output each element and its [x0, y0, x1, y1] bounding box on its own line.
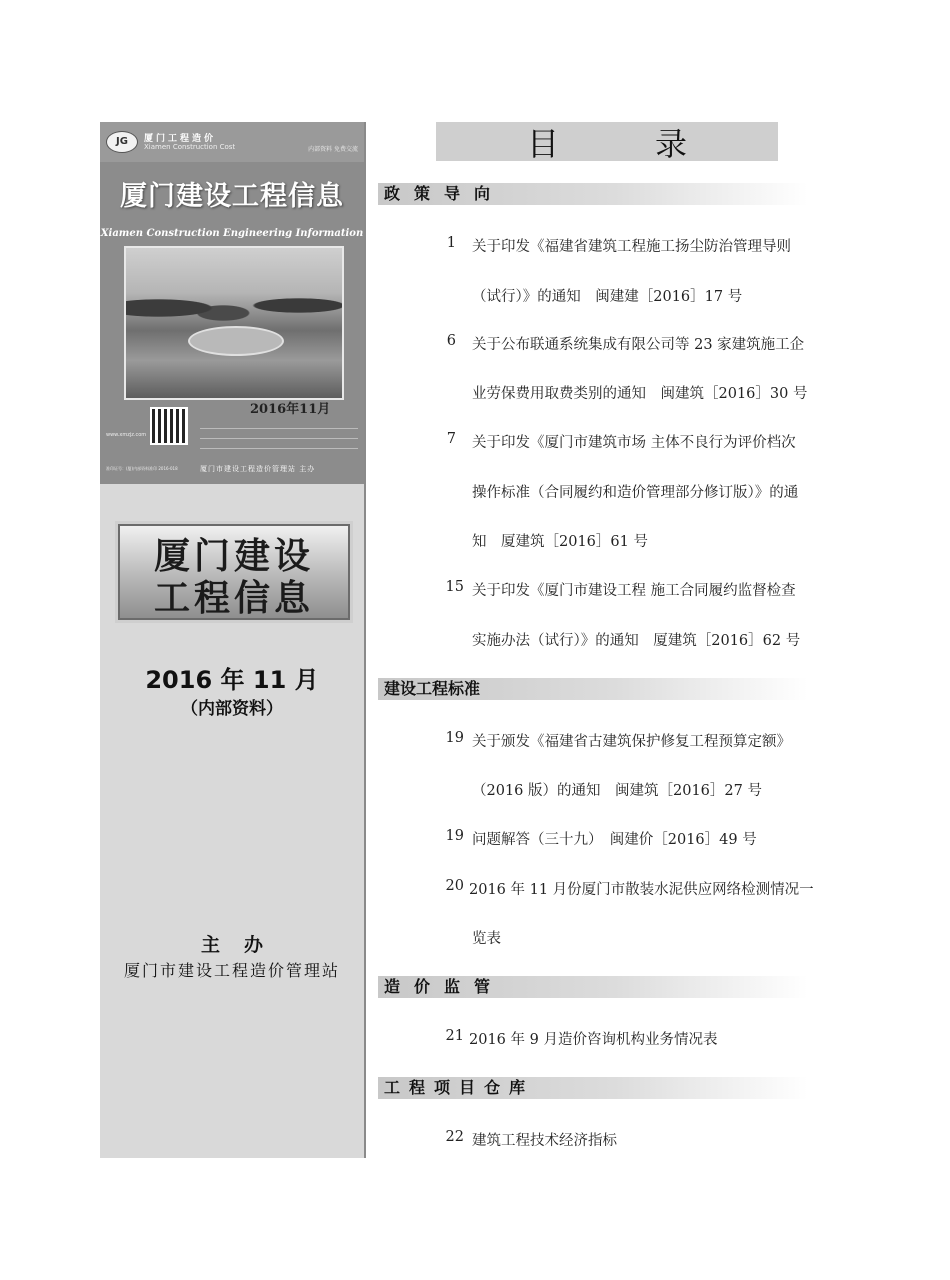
publisher-logo: JG	[106, 131, 138, 153]
toc-entry-line[interactable]: 关于公布联通系统集成有限公司等 23 家建筑施工企	[472, 337, 805, 353]
toc-entry-page: 6	[446, 333, 456, 349]
section-header-project-warehouse: 工程项目仓库	[378, 1077, 808, 1099]
toc-entry-line[interactable]: 关于印发《福建省建筑工程施工扬尘防治管理导则	[472, 239, 791, 255]
issue-note: （内部资料）	[181, 699, 283, 719]
toc-title-left: 目	[526, 124, 559, 163]
host-label: 主办	[200, 934, 287, 956]
cover-subtitle: Xiamen Construction Engineering Information	[100, 228, 364, 239]
section-header-cost-supervision: 造价监管	[378, 976, 808, 998]
cover-date: 2016年11月	[250, 402, 331, 417]
toc-title	[436, 122, 778, 161]
publisher-name-en: Xiamen Construction Cost	[144, 143, 236, 151]
cover-footer: 厦门市建设工程造价管理站 主办	[200, 465, 316, 473]
cover-top-bar	[100, 122, 364, 162]
toc-entry-line[interactable]: 关于颁发《福建省古建筑保护修复工程预算定额》	[472, 734, 791, 750]
magazine-cover	[100, 122, 364, 484]
cover-website: www.xmzjz.com	[106, 432, 147, 438]
toc-entry-line[interactable]: 览表	[472, 931, 501, 947]
toc-entry-page: 1	[446, 235, 456, 251]
toc-entry-page: 19	[445, 828, 464, 844]
toc-entry-page: 21	[445, 1028, 464, 1044]
toc-entry-line[interactable]: 业劳保费用取费类别的通知 闽建筑［2016］30 号	[472, 386, 808, 402]
toc-entry-line[interactable]: 关于印发《厦门市建设工程 施工合同履约监督检查	[472, 583, 796, 599]
toc-entry-line[interactable]: 2016 年 9 月造价咨询机构业务情况表	[469, 1032, 718, 1048]
cover-tag: 内部资料 免费交流	[308, 146, 358, 153]
toc-entry-page: 19	[445, 730, 464, 746]
toc-entry-line[interactable]: （试行）》的通知 闽建建［2016］17 号	[472, 289, 743, 305]
toc-entry-line[interactable]: 问题解答（三十九） 闽建价［2016］49 号	[472, 832, 757, 848]
toc-entry-line[interactable]: 关于印发《厦门市建筑市场 主体不良行为评价档次	[472, 435, 796, 451]
cover-contents-lines	[200, 422, 358, 452]
toc-entry-page: 15	[445, 579, 464, 595]
calligraphy-line-1: 厦门建设	[153, 535, 314, 577]
photo-trees	[126, 278, 342, 328]
left-column	[100, 122, 366, 1158]
toc-entry-page: 20	[445, 878, 464, 894]
issue-date: 2016 年 11 月	[145, 666, 319, 694]
section-header-standards: 建设工程标准	[378, 678, 808, 700]
toc-entry-line[interactable]: 实施办法（试行）》的通知 厦建筑［2016］62 号	[472, 633, 801, 649]
toc-entry-page: 7	[446, 431, 456, 447]
toc-entry-line[interactable]: （2016 版）的通知 闽建筑［2016］27 号	[472, 783, 762, 799]
toc-entry-line[interactable]: 知 厦建筑［2016］61 号	[472, 534, 648, 550]
toc-title-right: 录	[655, 124, 688, 163]
calligraphy-line-2: 工程信息	[153, 577, 314, 619]
calligraphy-title	[118, 524, 350, 620]
publisher-name-cn: 厦门工程造价	[144, 134, 217, 144]
toc-entry-line[interactable]: 2016 年 11 月份厦门市散装水泥供应网络检测情况一	[469, 882, 814, 898]
cover-license: 准印证号：(厦)内部资料准印 2016-018	[106, 466, 178, 471]
qr-code-icon	[150, 407, 188, 445]
toc-entry-page: 22	[445, 1129, 464, 1145]
cover-photo	[124, 246, 344, 400]
cover-title: 厦门建设工程信息	[120, 181, 344, 212]
photo-pool	[188, 326, 284, 356]
host-organization: 厦门市建设工程造价管理站	[123, 961, 340, 980]
section-header-policy: 政策导向	[378, 183, 808, 205]
toc-entry-line[interactable]: 建筑工程技术经济指标	[472, 1133, 617, 1149]
toc-entry-line[interactable]: 操作标准（合同履约和造价管理部分修订版）》的通	[472, 485, 799, 501]
